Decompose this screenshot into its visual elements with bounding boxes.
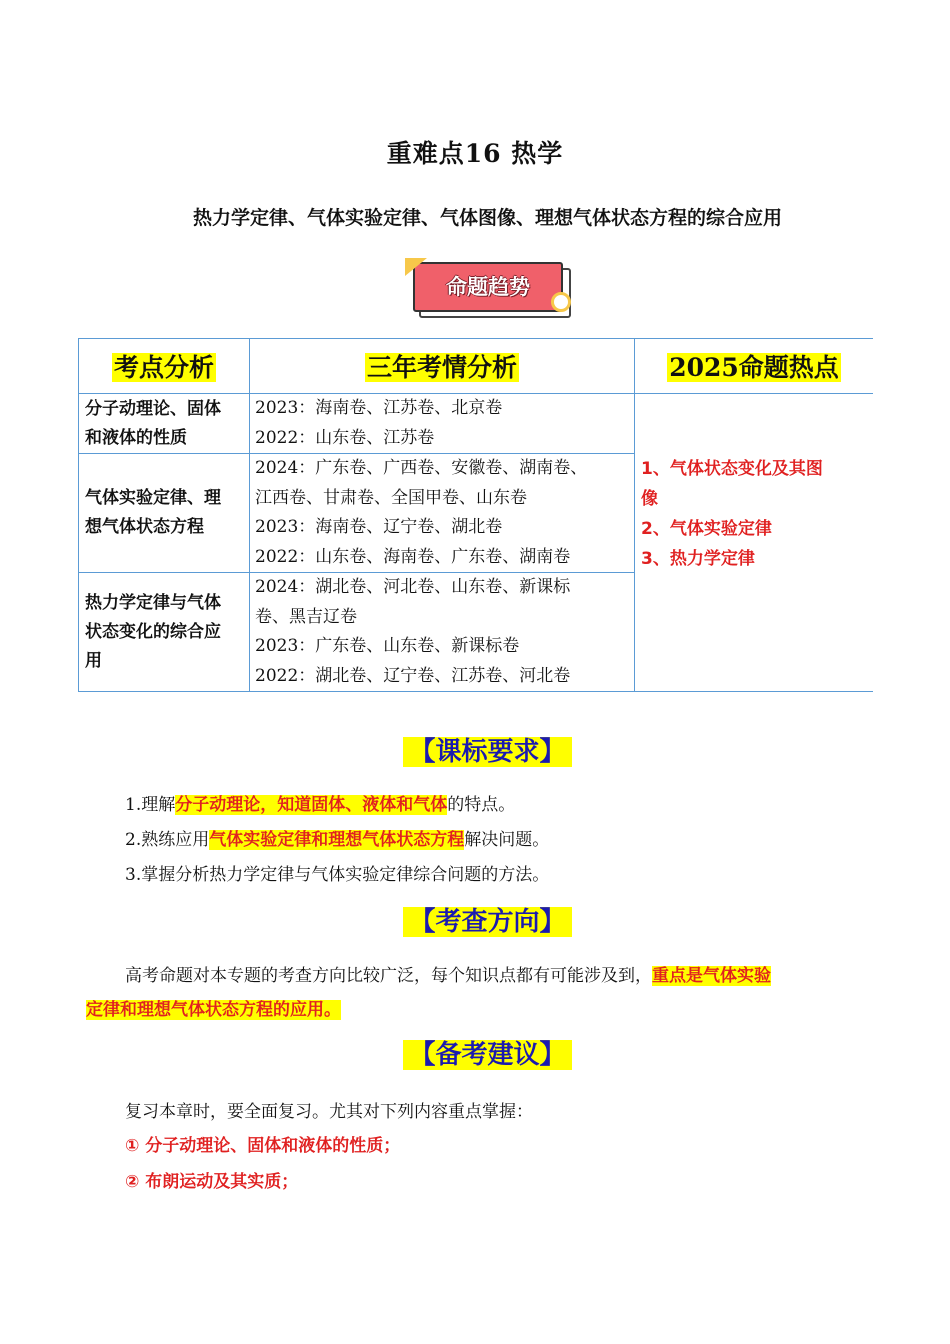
section-title-advice: 【备考建议】 <box>0 1034 950 1071</box>
exam-cell: 2024：湖北卷、河北卷、山东卷、新课标 卷、黑吉辽卷 2023：广东卷、山东卷、新课标卷 2022：湖北卷、辽宁卷、江苏卷、河北卷 <box>250 573 635 692</box>
advice-item: ② 布朗运动及其实质； <box>125 1172 299 1192</box>
requirement-item: 1.理解分子动理论，知道固体、液体和气体的特点。 <box>125 795 516 815</box>
trend-badge <box>405 258 573 320</box>
section-title-requirements: 【课标要求】 <box>0 731 950 768</box>
advice-intro: 复习本章时，要全面复习。尤其对下列内容重点掌握： <box>125 1102 533 1122</box>
direction-paragraph-cont: 定律和理想气体状态方程的应用。 <box>86 1000 341 1020</box>
topic-cell: 分子动理论、固体 和液体的性质 <box>79 394 250 454</box>
exam-cell: 2024：广东卷、广西卷、安徽卷、湖南卷、 江西卷、甘肃卷、全国甲卷、山东卷 2023：海南卷、辽宁卷、湖北卷 2022：山东卷、海南卷、广东卷、湖南卷 <box>250 454 635 573</box>
header-hot: 2025命题热点 <box>635 339 874 394</box>
flag-corner-icon <box>405 258 427 276</box>
exam-cell: 2023：海南卷、江苏卷、北京卷 2022：山东卷、江苏卷 <box>250 394 635 454</box>
trend-badge-label: 命题趋势 <box>413 262 563 312</box>
direction-paragraph: 高考命题对本专题的考查方向比较广泛，每个知识点都有可能涉及到，重点是气体实验 <box>125 966 771 986</box>
exam-analysis-table <box>78 338 873 692</box>
hot-topics-cell: 1、气体状态变化及其图 像 2、气体实验定律 3、热力学定律 <box>635 394 874 692</box>
section-title-direction: 【考查方向】 <box>0 901 950 938</box>
header-topic: 考点分析 <box>79 339 250 394</box>
ring-icon <box>551 292 571 312</box>
header-exams: 三年考情分析 <box>250 339 635 394</box>
page-title: 重难点16 热学 <box>386 139 564 168</box>
topic-cell: 气体实验定律、理 想气体状态方程 <box>79 454 250 573</box>
topic-cell: 热力学定律与气体 状态变化的综合应 用 <box>79 573 250 692</box>
requirement-item: 3.掌握分析热力学定律与气体实验定律综合问题的方法。 <box>125 865 550 885</box>
requirement-item: 2.熟练应用气体实验定律和理想气体状态方程解决问题。 <box>125 830 550 850</box>
page-subtitle: 热力学定律、气体实验定律、气体图像、理想气体状态方程的综合应用 <box>192 207 782 229</box>
advice-item: ① 分子动理论、固体和液体的性质； <box>125 1136 401 1156</box>
table-row <box>79 394 874 454</box>
